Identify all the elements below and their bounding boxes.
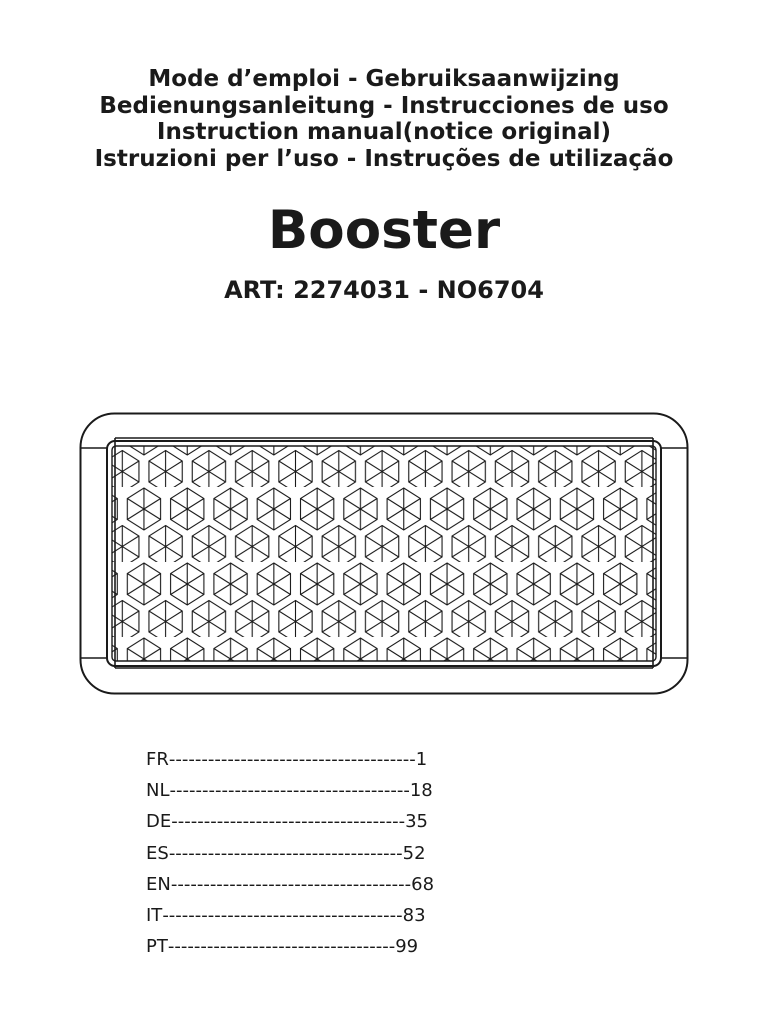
toc-language-code: FR xyxy=(146,749,169,770)
toc-entry-en xyxy=(146,869,566,900)
toc-entry-de xyxy=(146,806,566,837)
toc-leader: -------------------------------------- xyxy=(168,749,416,770)
toc-page-number: 1 xyxy=(415,749,428,770)
toc-page-number: 83 xyxy=(402,904,426,926)
heading-line-it-pt: Istruzioni per l’uso - Instruções de utilização xyxy=(94,145,674,172)
toc-language-code: PT xyxy=(146,936,168,958)
toc-entry-fr xyxy=(146,744,566,775)
toc-page-number: 68 xyxy=(411,873,435,895)
toc-leader: ------------------------------------- xyxy=(162,904,403,926)
toc-entry-es xyxy=(146,838,566,869)
toc-page-number: 99 xyxy=(395,936,419,958)
toc-language-code: EN xyxy=(146,873,171,895)
toc-page-number: 18 xyxy=(409,780,433,802)
toc-entry-pt xyxy=(146,931,566,962)
table-of-contents xyxy=(146,744,566,962)
toc-language-code: NL xyxy=(146,780,170,802)
toc-entry-it xyxy=(146,900,566,931)
heading-line-en: Instruction manual(notice original) xyxy=(156,119,612,145)
toc-leader: ------------------------------------- xyxy=(170,873,412,895)
toc-entry-nl xyxy=(146,775,566,806)
toc-leader: ------------------------------------ xyxy=(168,842,403,864)
article-number: ART: 2274031 - NO6704 xyxy=(224,276,544,304)
toc-leader: ------------------------------------- xyxy=(169,780,410,802)
toc-page-number: 52 xyxy=(402,842,426,864)
product-title: Booster xyxy=(267,200,501,261)
toc-language-code: IT xyxy=(146,904,163,926)
manual-type-headings xyxy=(0,66,768,172)
toc-language-code: ES xyxy=(146,842,169,864)
toc-page-number: 35 xyxy=(405,811,428,833)
heading-line-fr-nl: Mode d’emploi - Gebruiksaanwijzing xyxy=(148,66,620,92)
speaker-grille xyxy=(112,446,656,661)
toc-leader: ----------------------------------- xyxy=(167,936,396,958)
toc-leader: ------------------------------------ xyxy=(171,811,406,833)
speaker-illustration xyxy=(79,412,689,695)
toc-language-code: DE xyxy=(146,811,172,833)
heading-line-de-es: Bedienungsanleitung - Instrucciones de uso xyxy=(99,92,669,119)
